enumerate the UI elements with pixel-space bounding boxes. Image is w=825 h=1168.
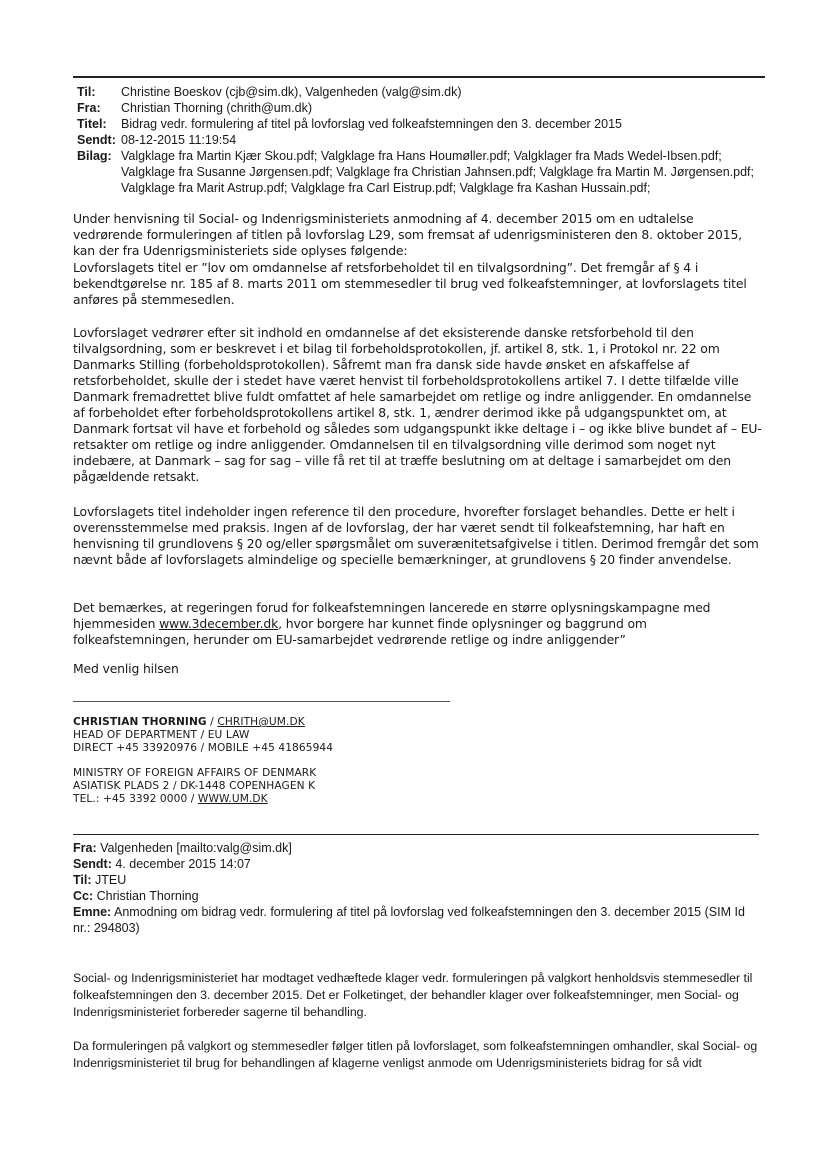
p5-before: Det bemærkes, at regeringen forud for folkeafstemningen lancerede en større oplysningskampagne med hjemmesiden	[73, 600, 711, 631]
signature-phones: DIRECT +45 33920976 / MOBILE +45 41865944	[73, 742, 334, 754]
signature-email-link[interactable]: CHRITH@UM.DK	[217, 716, 305, 728]
body-paragraph-3	[73, 325, 765, 485]
fwd-paragraph-2: Da formuleringen på valgkort og stemmesedler følger titlen på lovforslaget, som folkeafstemningen omhandler, skal Social- og Indenrigsministeriet til brug for behandlingen af klagerne venligst anmode om Udenrigsministeriets bidrag for så vidt	[73, 1039, 758, 1070]
fwd-cc-label: Cc:	[73, 889, 94, 903]
fwd-to-value: JTEU	[91, 873, 127, 887]
p5-after: , hvor borgere har kunnet finde oplysninger og baggrund om folkeafstemningen, herunder om EU-samarbejdet vedrørende retlige og indre anliggender”	[73, 616, 647, 647]
top-divider	[73, 76, 765, 78]
paragraph-text: Lovforslaget vedrører efter sit indhold en omdannelse af det eksisterende danske retsforbehold til den tilvalgsordning, som er beskrevet i et bilag til forbeholdsprotokollen, jf. artikel 8, stk. 1, i Protokol nr. 22 om Danmarks Stilling (forbeholdsprotokollen). Såfremt man fra dansk side havde ønsket en afskaffelse af retsforbeholdet, skulle der i stedet have været henvist til forbeholdsprotokollens artikel 7. I dette tilfælde ville Danmark fremadrettet blive fuldt omfattet af hele samarbejdet om retlige og indre anliggender. En omdannelse af forbeholdet efter forbeholdsprotokollens artikel 8, stk. 1, ændrer derimod ikke på udgangspunktet om, at Danmark fortsat vil have et forbehold og således som udgangspunkt ikke deltage i – og ikke blive bundet af – EU-retsakter om retlige og indre anliggender. Omdannelsen til en tilvalgsordning ville derimod som noget nyt indebære, at Danmark – sag for sag – ville få ret til at træffe beslutning om at deltage i samarbejdet om den pågældende retsakt.	[73, 325, 762, 484]
fwd-subject-value: Anmodning om bidrag vedr. formulering af titel på lovforslag ved folkeafstemningen den 3. december 2015 (SIM Id nr.: 294803)	[73, 905, 745, 935]
body-paragraph-1	[73, 211, 765, 259]
fwd-to-label: Til:	[73, 873, 92, 887]
body-paragraph-2	[73, 260, 765, 308]
fwd-to	[73, 872, 126, 888]
signature-role: HEAD OF DEPARTMENT / EU LAW	[73, 729, 250, 741]
signature-name: CHRISTIAN THORNING	[73, 716, 207, 728]
signature-website-link[interactable]: WWW.UM.DK	[197, 793, 268, 805]
to-value: Christine Boeskov (cjb@sim.dk), Valgenheden (valg@sim.dk)	[121, 85, 462, 99]
signature-separator: /	[206, 716, 218, 728]
paragraph-text	[73, 600, 765, 648]
signature-org: MINISTRY OF FOREIGN AFFAIRS OF DENMARK	[73, 767, 317, 779]
paragraph-text: Under henvisning til Social- og Indenrigsministeriets anmodning af 4. december 2015 om en udtalelse vedrørende formuleringen af titlen på lovforslag L29, som fremsat af udenrigsministeren den 8. oktober 2015, kan der fra Udenrigsministeriets side oplyses følgende:	[73, 211, 742, 258]
fwd-subject	[73, 904, 763, 936]
fwd-cc-value: Christian Thorning	[93, 889, 199, 903]
fwd-cc	[73, 888, 199, 904]
fwd-subject-label: Emne:	[73, 905, 112, 919]
campaign-link[interactable]: www.3december.dk	[159, 616, 279, 631]
fwd-from	[73, 840, 292, 856]
signature-tel: TEL.: +45 3392 0000 /	[73, 793, 198, 805]
forward-divider	[73, 834, 759, 835]
title-value: Bidrag vedr. formulering af titel på lovforslag ved folkeafstemningen den 3. december 2015	[121, 117, 622, 131]
from-label: Fra:	[77, 101, 101, 115]
attach-label: Bilag:	[77, 149, 112, 163]
fwd-sent-value: 4. december 2015 14:07	[111, 857, 251, 871]
attach-line-2: Valgklage fra Susanne Jørgensen.pdf; Valgklage fra Christian Jahnsen.pdf; Valgklage fra Martin M. Jørgensen.pdf;	[121, 165, 754, 179]
paragraph-text: Lovforslagets titel indeholder ingen reference til den procedure, hvorefter forslaget behandles. Dette er helt i overensstemmelse med praksis. Ingen af de lovforslag, der har været sendt til folkeafstemning, har haft en henvisning til grundlovens § 20 og/eller spørgsmålet om suverænitetsafgivelse i titlen. Derimod fremgår det som nævnt både af lovforslagets almindelige og specielle bemærkninger, at grundlovens § 20 finder anvendelse.	[73, 504, 759, 567]
signature-divider	[73, 701, 450, 702]
title-label: Titel:	[77, 117, 107, 131]
signature-address: ASIATISK PLADS 2 / DK-1448 COPENHAGEN K	[73, 780, 316, 792]
from-value: Christian Thorning (chrith@um.dk)	[121, 101, 312, 115]
closing	[73, 661, 765, 677]
paragraph-text: Lovforslagets titel er ”lov om omdannelse af retsforbeholdet til en tilvalgsordning”. Det fremgår af § 4 i bekendtgørelse nr. 185 af 8. marts 2011 om stemmesedler til brug ved folkeafstemninger, at lovforslagets titel anføres på stemmesedlen.	[73, 260, 747, 307]
sent-value: 08-12-2015 11:19:54	[121, 133, 237, 147]
fwd-sent	[73, 856, 251, 872]
sent-label: Sendt:	[77, 133, 116, 147]
attach-line-1: Valgklage fra Martin Kjær Skou.pdf; Valgklage fra Hans Houmøller.pdf; Valgklager fra Mads Wedel-Ibsen.pdf;	[121, 149, 722, 163]
body-paragraph-4	[73, 504, 765, 568]
fwd-paragraph-1: Social- og Indenrigsministeriet har modtaget vedhæftede klager vedr. formuleringen på valgkort henholdsvis stemmesedler til folkeafstemningen den 3. december 2015. Det er Folketinget, der behandler klager over folkeafstemninger, men Social- og Indenrigsministeriet forbereder sagerne til behandling.	[73, 971, 753, 1019]
closing-text: Med venlig hilsen	[73, 661, 179, 676]
signature-tel-line	[73, 793, 268, 806]
fwd-from-label: Fra:	[73, 841, 97, 855]
attach-line-3: Valgklage fra Marit Astrup.pdf; Valgklage fra Carl Eistrup.pdf; Valgklage fra Kashan Hussain.pdf;	[121, 181, 651, 195]
fwd-sent-label: Sendt:	[73, 857, 112, 871]
fwd-from-value: Valgenheden [mailto:valg@sim.dk]	[96, 841, 292, 855]
body-paragraph-5	[73, 600, 765, 648]
to-label: Til:	[77, 85, 96, 99]
signature-name-line	[73, 716, 305, 729]
